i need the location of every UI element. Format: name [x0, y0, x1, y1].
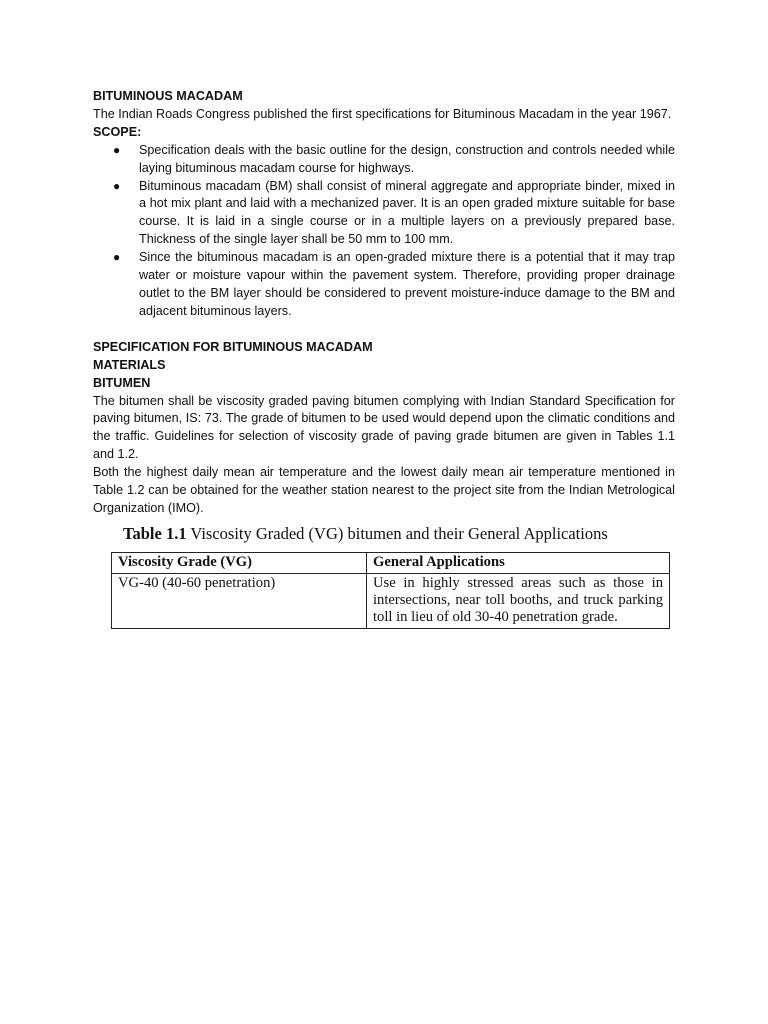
spec-heading: SPECIFICATION FOR BITUMINOUS MACADAM [93, 339, 373, 354]
intro-paragraph: The Indian Roads Congress published the first specifications for Bituminous Macadam in the year 1967. [93, 106, 672, 121]
scope-item: ● Since the bituminous macadam is an open-graded mixture there is a potential that it may trap water or moisture vapour within the pavement system. Therefore, providing proper drainage outlet to the BM layer should be considered to prevent moisture-induce damage to the BM and adjacent bituminous layers. [113, 250, 675, 318]
scope-item: ● Bituminous macadam (BM) shall consist of mineral aggregate and appropriate binder, mixed in a hot mix plant and laid with a mechanized paver. It is an open graded mixture suitable for base course. It is laid in a single course or in a multiple layers on a previously prepared base. Thickness of the single layer shall be 50 mm to 100 mm. [113, 178, 675, 247]
table-caption [123, 524, 675, 544]
bitumen-paragraph-2: Both the highest daily mean air temperature and the lowest daily mean air temperature mentioned in Table 1.2 can be obtained for the weather station nearest to the project site from the Indian Metrological Organization (IMO). [93, 465, 675, 515]
scope-heading: SCOPE: [93, 124, 142, 139]
bullet-icon: ● [113, 178, 121, 193]
table-caption-label: Table 1.1 [123, 523, 187, 543]
bullet-icon: ● [113, 142, 121, 157]
table-caption-text: Viscosity Graded (VG) bitumen and their General Applications [186, 523, 608, 543]
bullet-icon: ● [113, 250, 121, 265]
table-cell-application: Use in highly stressed areas such as those in intersections, near toll booths, and truck parking toll in lieu of old 30-40 penetration grade. [367, 573, 670, 628]
table-row [112, 573, 670, 628]
bitumen-paragraph-1: The bitumen shall be viscosity graded paving bitumen complying with Indian Standard Specification for paving bitumen, IS: 73. The grade of bitumen to be used would depend upon the climatic conditions and the traffic. Guidelines for selection of viscosity grade of paving grade bitumen are given in Tables 1.1 and 1.2. [93, 393, 675, 462]
materials-heading: MATERIALS [93, 357, 166, 372]
spacer [93, 321, 675, 339]
table-header-cell: General Applications [367, 552, 670, 573]
document-page [93, 88, 675, 629]
viscosity-grade-table [111, 552, 670, 629]
table-header-row [112, 552, 670, 573]
table-header-cell: Viscosity Grade (VG) [112, 552, 367, 573]
bitumen-heading: BITUMEN [93, 375, 151, 390]
document-title: BITUMINOUS MACADAM [93, 89, 243, 103]
table-cell-grade: VG-40 (40-60 penetration) [112, 573, 367, 628]
scope-list [93, 142, 675, 321]
scope-item: ● Specification deals with the basic outline for the design, construction and controls needed while laying bituminous macadam course for highways. [113, 142, 675, 175]
